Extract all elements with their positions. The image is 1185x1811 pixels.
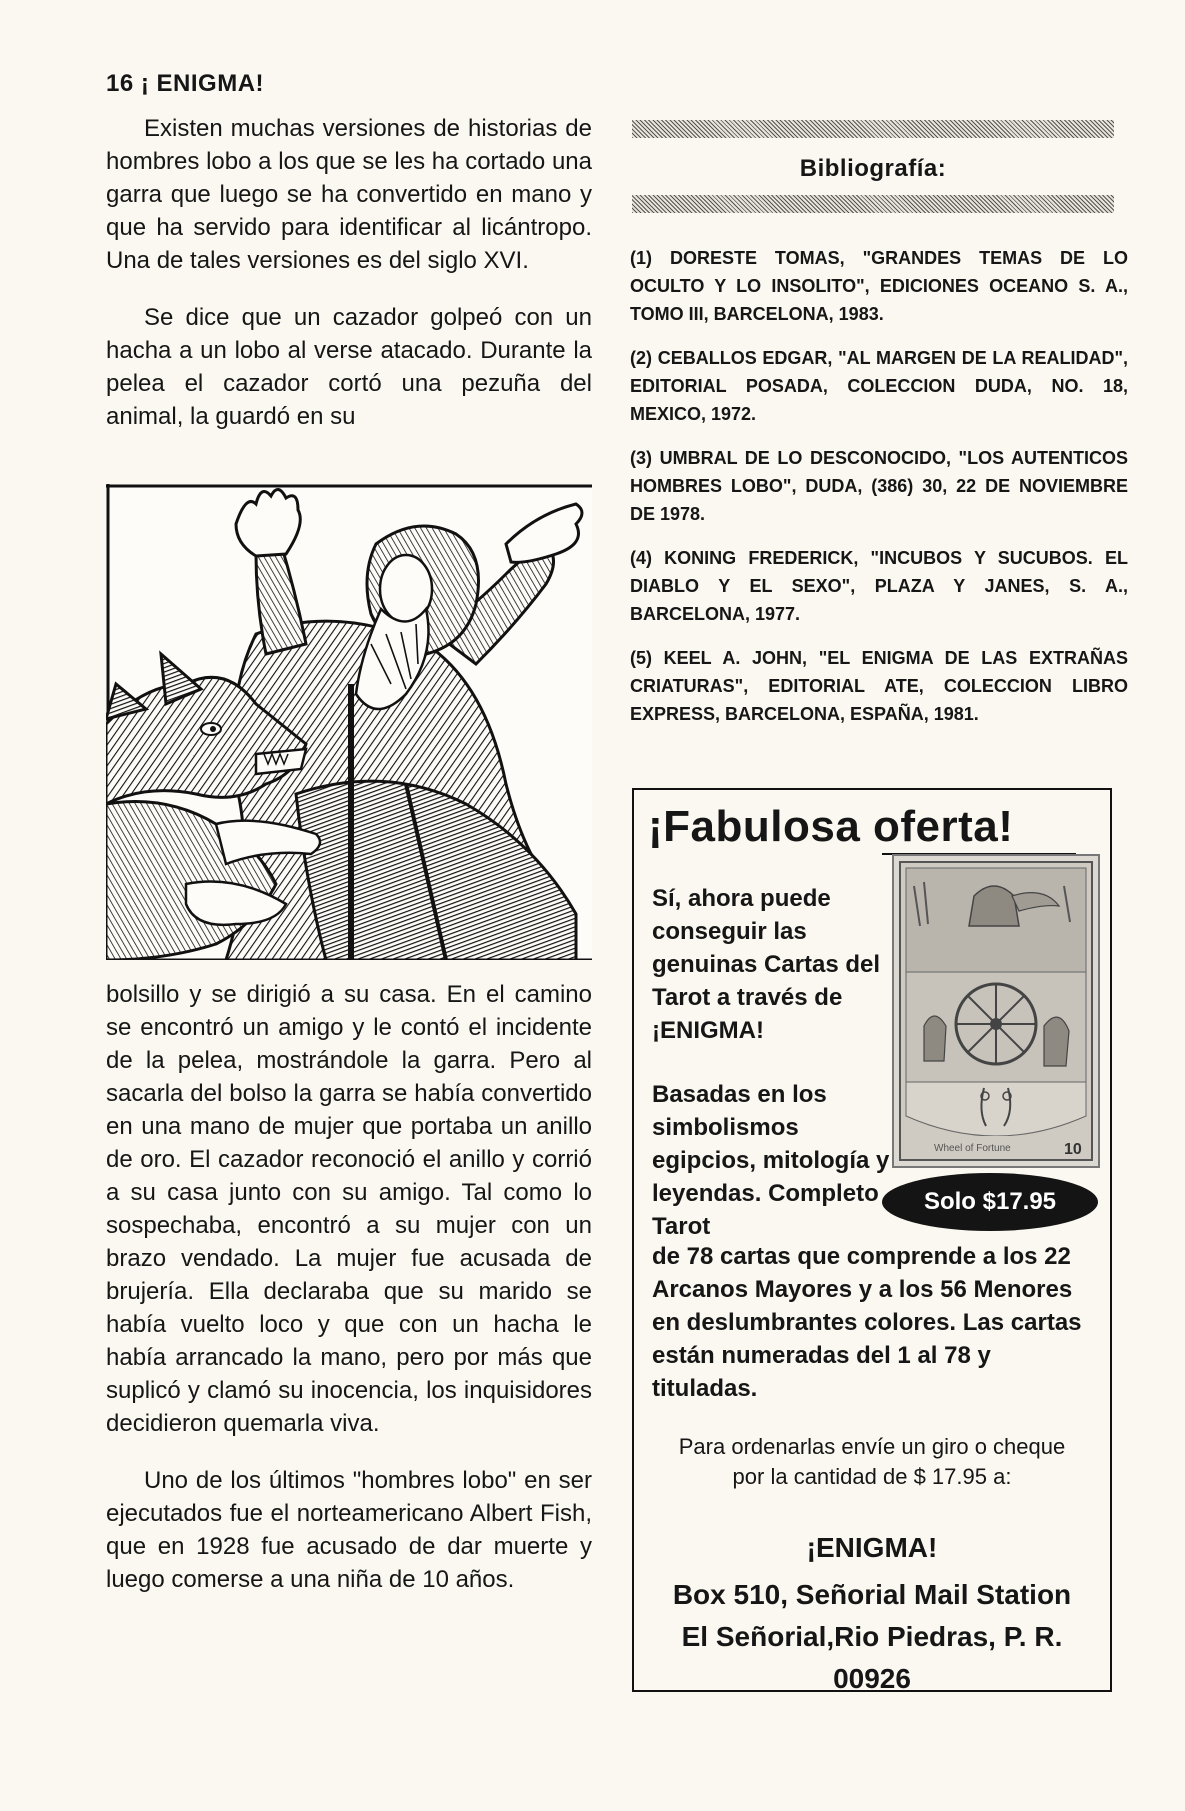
article-paragraph-2-start: Se dice que un cazador golpeó con un hacha a un lobo al verse atacado. Durante la pelea el cazador cortó una pezuña del animal, la guardó en su [106, 304, 592, 430]
article-paragraph-1: Existen muchas versiones de historias de hombres lobo a los que se les ha cortado una garra que luego se ha convertido en mano y que ha servido para identificar al licántropo. Una de tales versiones es del siglo XVI. [106, 115, 592, 274]
page-header: 16 ¡ ENIGMA! [106, 70, 265, 97]
bibliography-entry: (1) DORESTE TOMAS, "GRANDES TEMAS DE LO OCULTO Y LO INSOLITO", EDICIONES OCEANO S. A., TOMO III, BARCELONA, 1983. [630, 248, 1128, 324]
bibliography-entry: (4) KONING FREDERICK, "INCUBOS Y SUCUBOS. EL DIABLO Y EL SEXO", PLAZA Y JANES, S. A., BARCELONA, 1977. [630, 548, 1128, 624]
ad-text-description: Basadas en los simbolismos egipcios, mitología y leyendas. Completo Tarot [652, 1081, 890, 1240]
article-column-bottom [106, 978, 592, 1596]
ad-text-intro: Sí, ahora puede conseguir las genuinas Cartas del Tarot a través de ¡ENIGMA! [652, 885, 881, 1044]
address-title: ¡ENIGMA! [806, 1532, 938, 1563]
ad-title: ¡Fabulosa oferta! [648, 802, 1014, 851]
address-line: El Señorial,Rio Piedras, P. R. [681, 1621, 1063, 1652]
tarot-advertisement [632, 788, 1112, 1692]
bibliography-bottom-rule [632, 195, 1114, 213]
address-line: 00926 [833, 1663, 911, 1694]
bibliography-entry: (5) KEEL A. JOHN, "EL ENIGMA DE LAS EXTRAÑAS CRIATURAS", EDITORIAL ATE, COLECCION LIBRO EXPRESS, BARCELONA, ESPAÑA, 1981. [630, 648, 1128, 724]
wheel-of-fortune-icon [894, 856, 1098, 1166]
woodcut-drawing [106, 484, 592, 960]
address-line: Box 510, Señorial Mail Station [672, 1579, 1072, 1610]
bibliography-entry: (3) UMBRAL DE LO DESCONOCIDO, "LOS AUTENTICOS HOMBRES LOBO", DUDA, (386) 30, 22 DE NOVIEMBRE DE 1978. [630, 448, 1128, 524]
price-badge: Solo $17.95 [882, 1173, 1098, 1231]
card-label: Wheel of Fortune [934, 1143, 1011, 1154]
mailing-address [634, 1574, 1110, 1700]
article-paragraph-3: Uno de los últimos "hombres lobo" en ser ejecutados fue el norteamericano Albert Fish, que en 1928 fue acusado de dar muerte y luego comerse a una niña de 10 años. [106, 1467, 592, 1593]
card-number: 10 [1064, 1141, 1082, 1158]
werewolf-woodcut-illustration [106, 484, 592, 960]
bibliography-title: Bibliografía: [799, 155, 947, 182]
article-column-top [106, 112, 592, 433]
bibliography-entry: (2) CEBALLOS EDGAR, "AL MARGEN DE LA REALIDAD", EDITORIAL POSADA, COLECCION DUDA, NO. 18, MEXICO, 1972. [630, 348, 1128, 424]
bibliography-list [630, 244, 1128, 744]
tarot-card-image [892, 854, 1100, 1168]
article-paragraph-2-end: bolsillo y se dirigió a su casa. En el camino se encontró un amigo y le contó el incidente de la pelea, mostrándole la garra. Pero al sacarla del bolso la garra se había convertido en una mano de mujer que portaba un anillo de oro. El cazador reconoció el anillo y corrió a su casa junto con su amigo. Tal como lo sospechaba, encontró a su mujer con un brazo vendado. La mujer fue acusada de brujería. Ella declaraba que su marido se había vuelto loco y que con un hacha le había arrancado la mano, pero por más que suplicó y clamó su inocencia, los inquisidores decidieron quemarla viva. [106, 981, 592, 1437]
bibliography-top-rule [632, 120, 1114, 138]
order-instructions: Para ordenarlas envíe un giro o cheque por la cantidad de $ 17.95 a: [678, 1434, 1066, 1489]
ad-text-details: de 78 cartas que comprende a los 22 Arcanos Mayores y a los 56 Menores en deslumbrantes colores. Las cartas están numeradas del 1 al 78 y tituladas. [652, 1243, 1082, 1402]
